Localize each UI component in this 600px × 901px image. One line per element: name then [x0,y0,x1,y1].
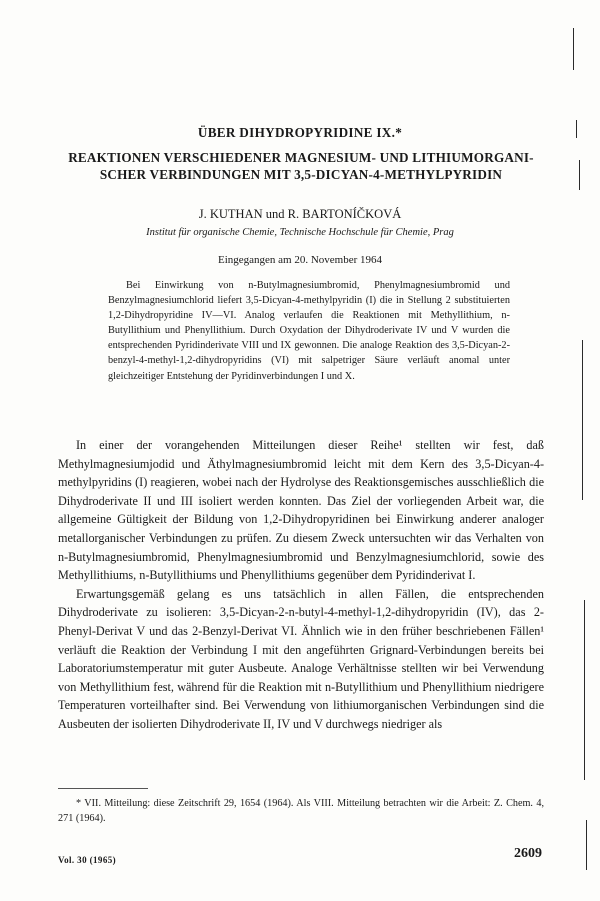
footnote-rule [58,788,148,789]
footnote-text: * VII. Mitteilung: diese Zeitschrift 29, 1654 (1964). Als VIII. Mitteilung betrachten wir die Arbeit: Z. Chem. 4, 271 (1964). [58,798,544,824]
scan-edge-line [586,820,587,870]
article-title-main: ÜBER DIHYDROPYRIDINE IX.* [197,125,403,140]
authors: J. KUTHAN und R. BARTONÍČKOVÁ [198,207,402,221]
page-number: 2609 [514,846,542,861]
scan-edge-line [573,28,574,70]
abstract-text: Bei Einwirkung von n-Butylmagnesiumbromid, Phenylmagnesiumbromid und Benzylmagnesiumchlorid liefert 3,5-Dicyan-4-methylpyridin (I) die in Stellung 2 substituierten 1,2-Dihydropyridine IV—VI. Analog verlaufen die Reaktionen mit Methyllithium, n-Butyllithium und Phenyllithium. Durch Oxydation der Dihydroderivate IV und V wurden die entsprechenden Pyridinderivate VIII und IX gewonnen. Die analoge Reaktion des 3,5-Dicyan-2-benzyl-4-methyl-1,2-dihydropyridins (VI) mit salpetriger Säure verläuft anomal unter gleichzeitiger Entstehung der Pyridinverbindungen I und X. [108,280,510,382]
article-title-sub: REAKTIONEN VERSCHIEDENER MAGNESIUM- UND LITHIUMORGANI-SCHER VERBINDUNGEN MIT 3,5-DICYAN-4-METHYLPYRIDIN [68,150,534,182]
scan-edge-line [576,120,577,138]
scan-edge-line [582,340,583,500]
body-text [58,436,544,734]
abstract [108,278,510,384]
received-date: Eingegangen am 20. November 1964 [217,254,383,266]
scan-edge-line [579,160,580,190]
volume-label: Vol. 30 (1965) [58,855,117,865]
institute: Institut für organische Chemie, Technische Hochschule für Chemie, Prag [146,227,454,238]
body-paragraph: Erwartungsgemäß gelang es uns tatsächlich in allen Fällen, die entsprechenden Dihydroderivate zu isolieren: 3,5-Dicyan-2-n-butyl-4-methyl-1,2-dihydropyridin (IV), das 2-Phenyl-Derivat V und das 2-Benzyl-Derivat VI. Ähnlich wie in den früher beschriebenen Fällen¹ verläuft die Reaktion der Verbindung I mit den angeführten Grignard-Verbindungen bereits bei Laboratoriumstemperatur mit guter Ausbeute. Analoge Verhältnisse stellten wir bei Verwendung von Methyllithium fest, während für die Reaktion mit n-Butyllithium und Phenyllithium niedrigere Temperaturen vorteilhafter sind. Bei Verwendung von lithiumorganischen Verbindungen sind die Ausbeuten der isolierten Dihydroderivate II, IV und V durchwegs niedriger als [58,586,544,731]
scan-edge-line [584,600,585,780]
footnote [58,796,544,826]
body-paragraph: In einer der vorangehenden Mitteilungen dieser Reihe¹ stellten wir fest, daß Methylmagnesiumjodid und Äthylmagnesiumbromid leicht mit dem Kern des 3,5-Dicyan-4-methylpyridins (I) reagieren, wobei nach der Hydrolyse des Reaktionsgemisches ausschließlich die Dihydroderivate II und III isoliert werden konnten. Das Ziel der vorliegenden Arbeit war, die allgemeine Gültigkeit der Bildung von 1,2-Dihydropyridinen bei Einwirkung anderer analoger metallorganischer Verbindungen zu prüfen. Zu diesem Zweck untersuchten wir das Verhalten von n-Butylmagnesiumbromid, Phenylmagnesiumbromid und Benzylmagnesiumchlorid, sowie des Methyllithiums, n-Butyllithiums und Phenyllithiums gegenüber dem Pyridinderivat I. [58,438,544,583]
